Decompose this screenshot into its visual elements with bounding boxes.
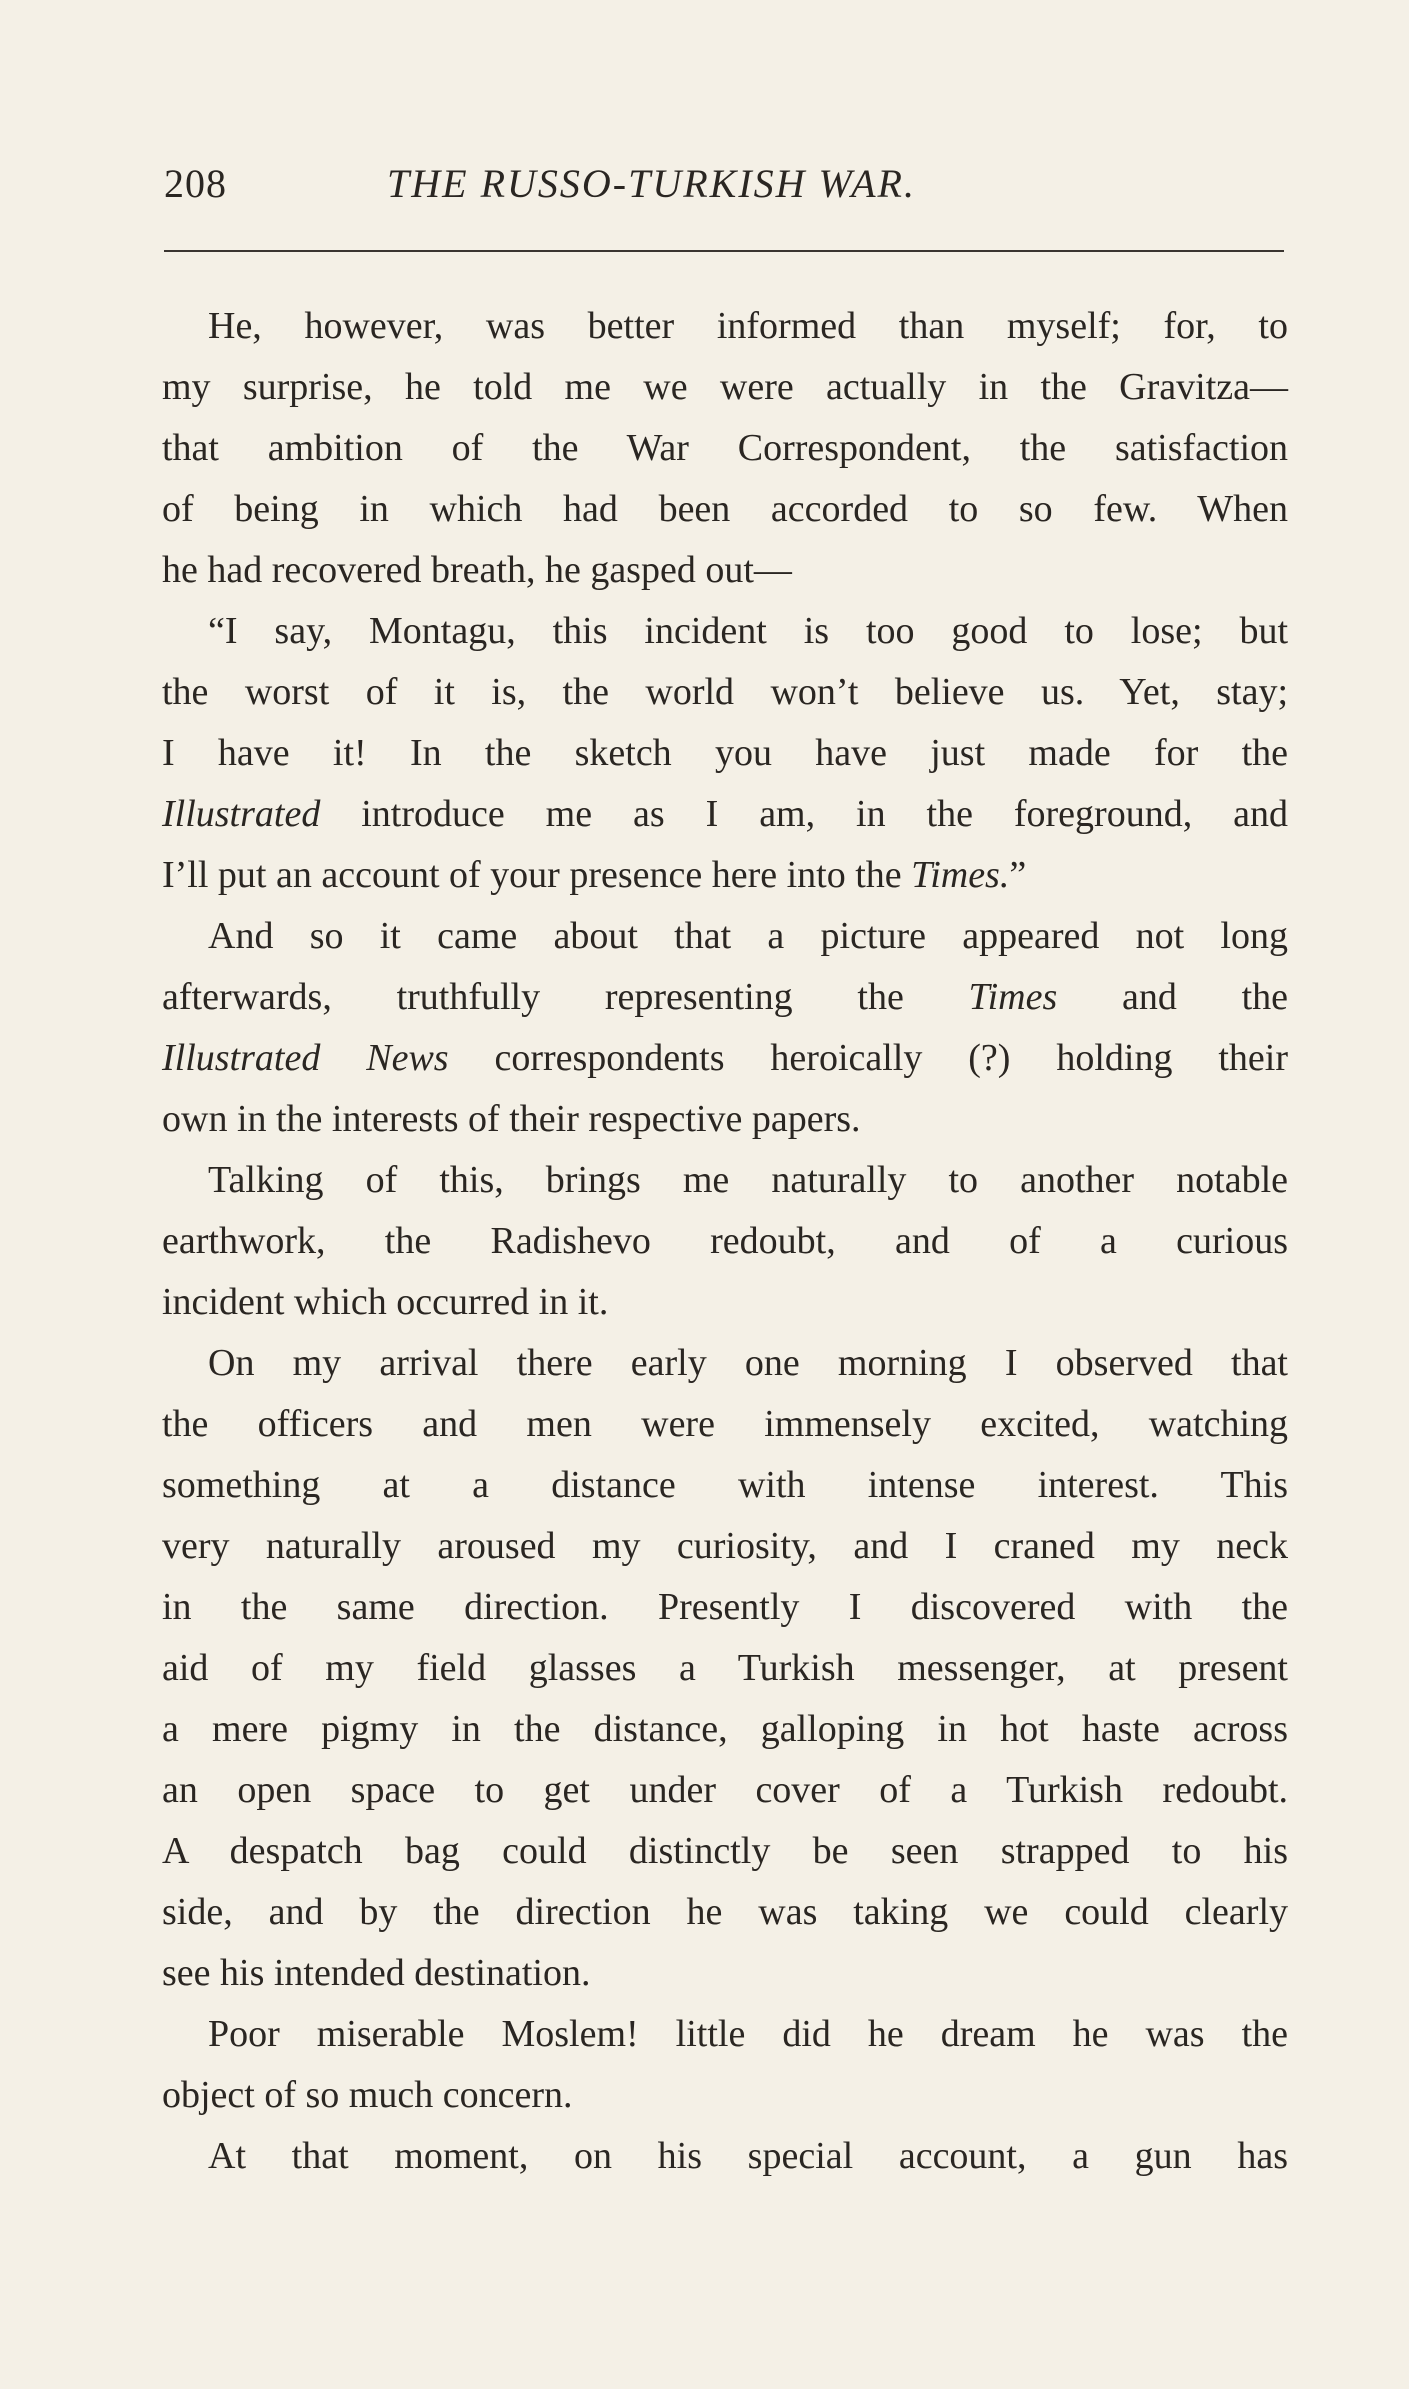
text-segment: I have it! In the sketch you have just made for the [162, 732, 1288, 774]
text-line [162, 723, 1288, 784]
text-segment: A despatch bag could distinctly be seen strapped to his [162, 1830, 1288, 1872]
text-line [162, 784, 1288, 845]
text-line [162, 1455, 1288, 1516]
text-segment: something at a distance with intense interest. This [162, 1464, 1288, 1506]
text-line [162, 906, 1288, 967]
text-segment: own in the interests of their respective papers. [162, 1098, 861, 1140]
text-segment: very naturally aroused my curiosity, and I craned my neck [162, 1525, 1288, 1567]
text-segment: At that moment, on his special account, a gun has [208, 2135, 1288, 2177]
text-line [162, 1760, 1288, 1821]
text-segment: an open space to get under cover of a Turkish redoubt. [162, 1769, 1288, 1811]
text-segment: that ambition of the War Correspondent, the satisfaction [162, 427, 1288, 469]
text-segment: correspondents heroically (?) holding their [448, 1037, 1288, 1079]
text-segment: of being in which had been accorded to so few. When [162, 488, 1288, 530]
text-segment: Talking of this, brings me naturally to another notable [208, 1159, 1288, 1201]
italic-text: Times [968, 976, 1058, 1018]
text-segment: afterwards, truthfully representing the [162, 976, 969, 1018]
text-line [162, 296, 1288, 357]
italic-text: Times. [911, 854, 1010, 896]
text-line [162, 479, 1288, 540]
text-segment: Poor miserable Moslem! little did he dream he was the [208, 2013, 1288, 2055]
text-segment: He, however, was better informed than myself; for, to [208, 305, 1288, 347]
text-segment: object of so much concern. [162, 2074, 573, 2116]
text-line [162, 1333, 1288, 1394]
text-line [162, 1394, 1288, 1455]
text-line [162, 1028, 1288, 1089]
text-line [162, 1150, 1288, 1211]
text-segment: the officers and men were immensely excited, watching [162, 1403, 1288, 1445]
text-line [162, 1516, 1288, 1577]
text-segment: introduce me as I am, in the foreground, and [320, 793, 1288, 835]
text-line [162, 1577, 1288, 1638]
text-line [162, 1699, 1288, 1760]
text-segment: he had recovered breath, he gasped out— [162, 549, 792, 591]
text-line [162, 601, 1288, 662]
text-line [162, 2004, 1288, 2065]
text-segment: On my arrival there early one morning I observed that [208, 1342, 1288, 1384]
text-segment: earthwork, the Radishevo redoubt, and of a curious [162, 1220, 1288, 1262]
text-line [162, 1943, 1288, 2004]
italic-text: Illustrated News [162, 1037, 449, 1079]
text-line [162, 2065, 1288, 2126]
text-line [162, 1089, 1288, 1150]
body-text [162, 296, 1288, 2187]
italic-text: Illustrated [162, 793, 321, 835]
text-line [162, 357, 1288, 418]
text-segment: side, and by the direction he was taking we could clearly [162, 1891, 1288, 1933]
text-segment: in the same direction. Presently I discovered with the [162, 1586, 1288, 1628]
page-number: 208 [164, 161, 227, 206]
text-line [162, 540, 1288, 601]
text-segment: and the [1057, 976, 1288, 1018]
text-segment: a mere pigmy in the distance, galloping in hot haste across [162, 1708, 1288, 1750]
text-line [162, 1638, 1288, 1699]
text-segment: aid of my field glasses a Turkish messenger, at present [162, 1647, 1288, 1689]
text-segment: ” [1009, 854, 1027, 896]
text-segment: “I say, Montagu, this incident is too good to lose; but [208, 610, 1288, 652]
header-rule [164, 250, 1284, 252]
text-line [162, 418, 1288, 479]
text-line [162, 2126, 1288, 2187]
text-line [162, 967, 1288, 1028]
page-header [164, 154, 1284, 214]
text-line [162, 1211, 1288, 1272]
text-line [162, 1272, 1288, 1333]
text-segment: incident which occurred in it. [162, 1281, 609, 1323]
text-line [162, 845, 1288, 906]
text-segment: And so it came about that a picture appeared not long [208, 915, 1288, 957]
text-line [162, 662, 1288, 723]
text-segment: I’ll put an account of your presence here into the [162, 854, 912, 896]
text-segment: see his intended destination. [162, 1952, 591, 1994]
text-segment: the worst of it is, the world won’t believe us. Yet, stay; [162, 671, 1288, 713]
text-line [162, 1882, 1288, 1943]
text-segment: my surprise, he told me we were actually in the Gravitza— [162, 366, 1288, 408]
text-line [162, 1821, 1288, 1882]
running-title: THE RUSSO-TURKISH WAR. [387, 161, 916, 206]
